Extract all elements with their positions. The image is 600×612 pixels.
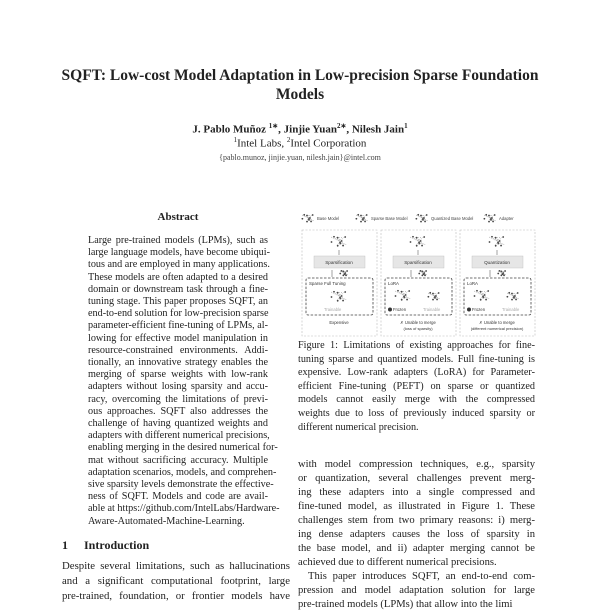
section-number: 1	[62, 538, 68, 552]
node-icon	[436, 299, 438, 301]
process-label: Sparsification	[325, 260, 353, 265]
tuning-label: LoRA	[467, 281, 478, 286]
node-icon	[492, 221, 494, 223]
trainable-label: Trainable	[502, 307, 520, 312]
node-icon	[497, 273, 499, 275]
trainable-label: Trainable	[423, 307, 441, 312]
node-icon	[310, 221, 312, 223]
node-icon	[344, 236, 346, 238]
node-icon	[344, 291, 346, 293]
node-icon	[474, 295, 476, 297]
affiliation: Intel Corporation	[290, 137, 367, 150]
text-line: ing dense adapters causes the loss of sparsity in	[298, 529, 535, 540]
text-line: adaptation scenarios, models, and comprehen-	[88, 466, 277, 478]
process-label: Sparsification	[404, 260, 432, 265]
edge-icon	[477, 291, 488, 299]
author: , Nilesh Jain	[346, 123, 405, 136]
node-icon	[342, 245, 344, 247]
node-icon	[506, 296, 508, 298]
text-line: models cannot easily merge with the compressed	[298, 394, 535, 406]
legend-label: Adapter	[499, 216, 514, 221]
text-line: pre-trained, foundation, or frontier models have	[62, 590, 290, 602]
text-line: pression and model adaptation solution for large	[298, 585, 535, 596]
text-line: racy, overcoming the limitations of previ-	[88, 393, 268, 405]
section-heading	[62, 538, 165, 553]
text-line: fine-tuned model, as illustrated in Figure 1. These	[298, 501, 535, 512]
author: , Jinjie Yuan	[278, 123, 337, 136]
text-line: This paper introduces SQFT, an end-to-end com-	[308, 571, 535, 582]
text-line: and a significant computational footprint, large	[62, 575, 290, 587]
author: J. Pablo Muñoz	[192, 123, 267, 136]
text-line: resource-constrained environments. Addi-	[88, 344, 268, 356]
abstract-text	[88, 235, 280, 528]
text-line: merging of sparse weights with low-rank	[88, 369, 268, 381]
edge-icon	[492, 237, 503, 245]
note-label: ✗ Unable to merge	[479, 320, 515, 325]
text-line: enabling merging in the desired numerical for-	[88, 442, 278, 454]
node-icon	[342, 300, 344, 302]
affil-mark: 2	[286, 136, 291, 144]
legend-label: Quantized Base Model	[431, 216, 474, 221]
node-icon	[511, 299, 513, 301]
node-icon	[408, 290, 410, 292]
node-icon	[366, 214, 368, 216]
node-icon	[312, 214, 314, 216]
node-icon	[424, 221, 426, 223]
node-icon	[337, 245, 339, 247]
node-icon	[423, 236, 425, 238]
email: {pablo.munoz, jinjie.yuan, nilesh.jain}@intel.com	[219, 153, 381, 162]
note-label: (different numerical precision)	[470, 326, 524, 331]
frozen-label: Frozen	[472, 307, 486, 312]
text-line: ness of SQFT. Models and code are avail-	[88, 491, 268, 503]
node-icon	[502, 236, 504, 238]
text-line: able at https://github.com/IntelLabs/Hardware-	[88, 503, 280, 515]
author-mark: 2∗	[336, 122, 347, 130]
tuning-label: LoRA	[388, 281, 399, 286]
node-icon	[406, 299, 408, 301]
note-label: Expensive	[329, 320, 349, 325]
text-line: Large pre-trained models (LPMs), such as	[88, 235, 268, 246]
node-icon	[339, 273, 341, 275]
affiliations	[0, 136, 600, 150]
node-icon	[306, 221, 308, 223]
tuning-label: Sparse Full Tuning	[309, 281, 346, 286]
author-mark: 1	[404, 122, 408, 130]
text-line: pre-trained models (LPMs) that allow into the limi	[298, 599, 513, 610]
process-label: Quantization	[484, 260, 510, 265]
abstract-heading: Abstract	[157, 211, 199, 223]
node-icon	[432, 299, 434, 301]
section-title: Introduction	[84, 538, 150, 552]
text-line: challenge of having quantized weights and	[88, 418, 268, 430]
edge-icon	[334, 292, 345, 300]
text-line: parameter-efficient fine-tuning of LPMs, al-	[88, 320, 268, 332]
text-line: These models are often adapted to a desired	[88, 271, 268, 283]
node-icon	[410, 241, 412, 243]
node-icon	[418, 273, 420, 275]
edge-icon	[398, 291, 409, 299]
node-icon	[360, 221, 362, 223]
node-icon	[500, 245, 502, 247]
node-icon	[483, 218, 485, 220]
node-icon	[395, 295, 397, 297]
affiliation: Intel Labs,	[237, 137, 287, 150]
text-line: expensive. Low-rank adapters (LoRA) for Parameter-	[298, 367, 535, 379]
frozen-icon	[388, 308, 392, 312]
text-line: sive sparsity levels demonstrate the effective-	[88, 479, 274, 491]
text-line: or quantization, several challenges prevent merg-	[298, 473, 535, 484]
node-icon	[427, 296, 429, 298]
text-line: domain or downstream task through a fine-	[88, 283, 268, 295]
text-line: Aware-Automated-Machine-Learning.	[88, 515, 245, 527]
trainable-label: Trainable	[324, 307, 342, 312]
title-line: Models	[275, 86, 325, 103]
edge-icon	[334, 237, 345, 245]
node-icon	[488, 221, 490, 223]
text-line: weights due to loss of previously induced sparsity or	[298, 407, 535, 419]
node-icon	[515, 299, 517, 301]
text-line: Despite several limitations, such as hallucinations	[62, 560, 290, 572]
text-line: tuning stage. This paper proposes SQFT, an	[88, 296, 268, 308]
node-icon	[489, 241, 491, 243]
node-icon	[487, 290, 489, 292]
node-icon	[421, 245, 423, 247]
node-icon	[438, 292, 440, 294]
text-line: Figure 1: Limitations of existing approaches for fine-	[298, 340, 535, 351]
edge-icon	[413, 237, 424, 245]
authors	[0, 122, 600, 136]
node-icon	[331, 296, 333, 298]
node-icon	[401, 299, 403, 301]
figure-1	[300, 208, 540, 338]
node-icon	[426, 214, 428, 216]
node-icon	[495, 245, 497, 247]
title-line: SQFT: Low-cost Model Adaptation in Low-precision Sparse Foundation	[61, 67, 539, 84]
text-line: challenges stem from two primary reasons: i) merg-	[298, 515, 535, 526]
node-icon	[337, 300, 339, 302]
text-line: ing these adapters into a single compressed and	[298, 487, 535, 498]
text-line: mat without sacrificing accuracy. Multiple	[88, 454, 268, 466]
node-icon	[420, 221, 422, 223]
text-line: end-to-end solution for low-precision sparse	[88, 308, 269, 320]
node-icon	[485, 299, 487, 301]
text-line: tous and are employed in many applications.	[88, 259, 270, 271]
node-icon	[301, 218, 303, 220]
figure-caption	[298, 339, 535, 434]
frozen-icon	[467, 308, 471, 312]
text-line: lowing for effective model manipulation in	[88, 332, 268, 344]
author-mark: 1∗	[268, 122, 279, 130]
text-line: adapters with different numerical precisions,	[88, 430, 270, 442]
text-line: with model compression techniques, e.g., sparsity	[298, 459, 535, 470]
text-line: ous approaches. SQFT also addresses the	[88, 405, 268, 417]
text-line: achieved due to different numerical precisions.	[298, 557, 497, 568]
text-line: adapters without losing sparsity and accu-	[88, 381, 268, 393]
legend-label: Base Model	[317, 216, 340, 221]
node-icon	[415, 218, 417, 220]
node-icon	[517, 292, 519, 294]
text-line: tuning sparse and quantized models. Full fine-tuning is	[298, 353, 535, 365]
node-icon	[480, 299, 482, 301]
text-line: efficient Fine-tuning (PEFT) on sparse or quantized	[298, 380, 535, 392]
frozen-label: Frozen	[393, 307, 407, 312]
affil-mark: 1	[233, 136, 238, 144]
note-label: ✗ Unable to merge	[400, 320, 436, 325]
node-icon	[494, 214, 496, 216]
intro-text	[62, 559, 290, 604]
right-column-text	[298, 458, 535, 612]
node-icon	[355, 218, 357, 220]
text-line: the base model, and ii) adapter merging cannot be	[298, 543, 535, 554]
text-line: different numerical precision.	[298, 421, 419, 433]
paper-title	[40, 66, 560, 104]
note-label: (loss of sparsity)	[403, 326, 433, 331]
node-icon	[364, 221, 366, 223]
legend-label: Sparse Base Model	[371, 216, 408, 221]
node-icon	[416, 245, 418, 247]
text-line: large language models, have become ubiqui-	[88, 247, 270, 259]
text-line: tionally, an innovative strategy enables the	[88, 357, 268, 369]
node-icon	[331, 241, 333, 243]
